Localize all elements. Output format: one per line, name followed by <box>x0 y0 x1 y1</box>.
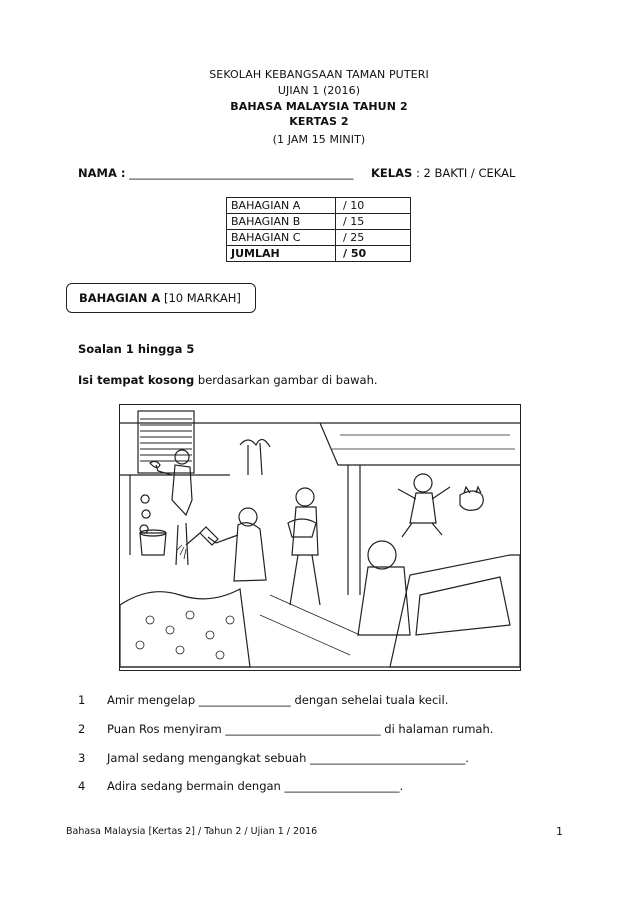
exam-title: UJIAN 1 (2016) <box>277 84 361 97</box>
duration: (1 JAM 15 MINIT) <box>272 133 366 146</box>
table-row <box>227 198 411 214</box>
score-table <box>226 197 411 262</box>
section-cell: BAHAGIAN C <box>227 230 336 246</box>
scene-illustration <box>119 404 521 671</box>
paper-title: KERTAS 2 <box>289 115 349 128</box>
question-range: Soalan 1 hingga 5 <box>78 342 195 356</box>
name-row <box>78 166 353 180</box>
section-a-box <box>66 283 256 313</box>
marks-cell: / 15 <box>336 214 411 230</box>
section-a-title: BAHAGIAN A <box>79 291 161 305</box>
section-cell: BAHAGIAN B <box>227 214 336 230</box>
page-number: 1 <box>556 825 563 838</box>
marks-cell: / 10 <box>336 198 411 214</box>
name-label: NAMA : <box>78 166 126 180</box>
section-a-marks: [10 MARKAH] <box>160 291 241 305</box>
question-text: Jamal sedang mengangkat sebuah ___________________________. <box>107 751 469 765</box>
class-label: KELAS <box>371 166 413 180</box>
question-text: Puan Ros menyiram ___________________________ di halaman rumah. <box>107 722 494 736</box>
total-row <box>227 246 411 262</box>
footer-text: Bahasa Malaysia [Kertas 2] / Tahun 2 / Ujian 1 / 2016 <box>66 826 318 837</box>
total-label-cell: JUMLAH <box>227 246 336 262</box>
name-blank: _______________________________________ <box>129 166 354 180</box>
scene-drawing <box>120 405 520 670</box>
instruction-bold: Isi tempat kosong <box>78 373 195 387</box>
instruction-text <box>78 373 378 387</box>
question-number: 4 <box>78 779 86 793</box>
table-row <box>227 230 411 246</box>
question-number: 2 <box>78 722 86 736</box>
question-number: 3 <box>78 751 86 765</box>
subject-title: BAHASA MALAYSIA TAHUN 2 <box>230 100 408 113</box>
question-number: 1 <box>78 693 86 707</box>
question-text: Adira sedang bermain dengan ____________________. <box>107 779 404 793</box>
class-row <box>371 166 515 180</box>
question-text: Amir mengelap ________________ dengan sehelai tuala kecil. <box>107 693 449 707</box>
school-name: SEKOLAH KEBANGSAAN TAMAN PUTERI <box>209 68 429 81</box>
class-value: : 2 BAKTI / CEKAL <box>415 166 516 180</box>
section-cell: BAHAGIAN A <box>227 198 336 214</box>
marks-cell: / 25 <box>336 230 411 246</box>
table-row <box>227 214 411 230</box>
instruction-rest: berdasarkan gambar di bawah. <box>194 373 378 387</box>
total-marks-cell: / 50 <box>336 246 411 262</box>
